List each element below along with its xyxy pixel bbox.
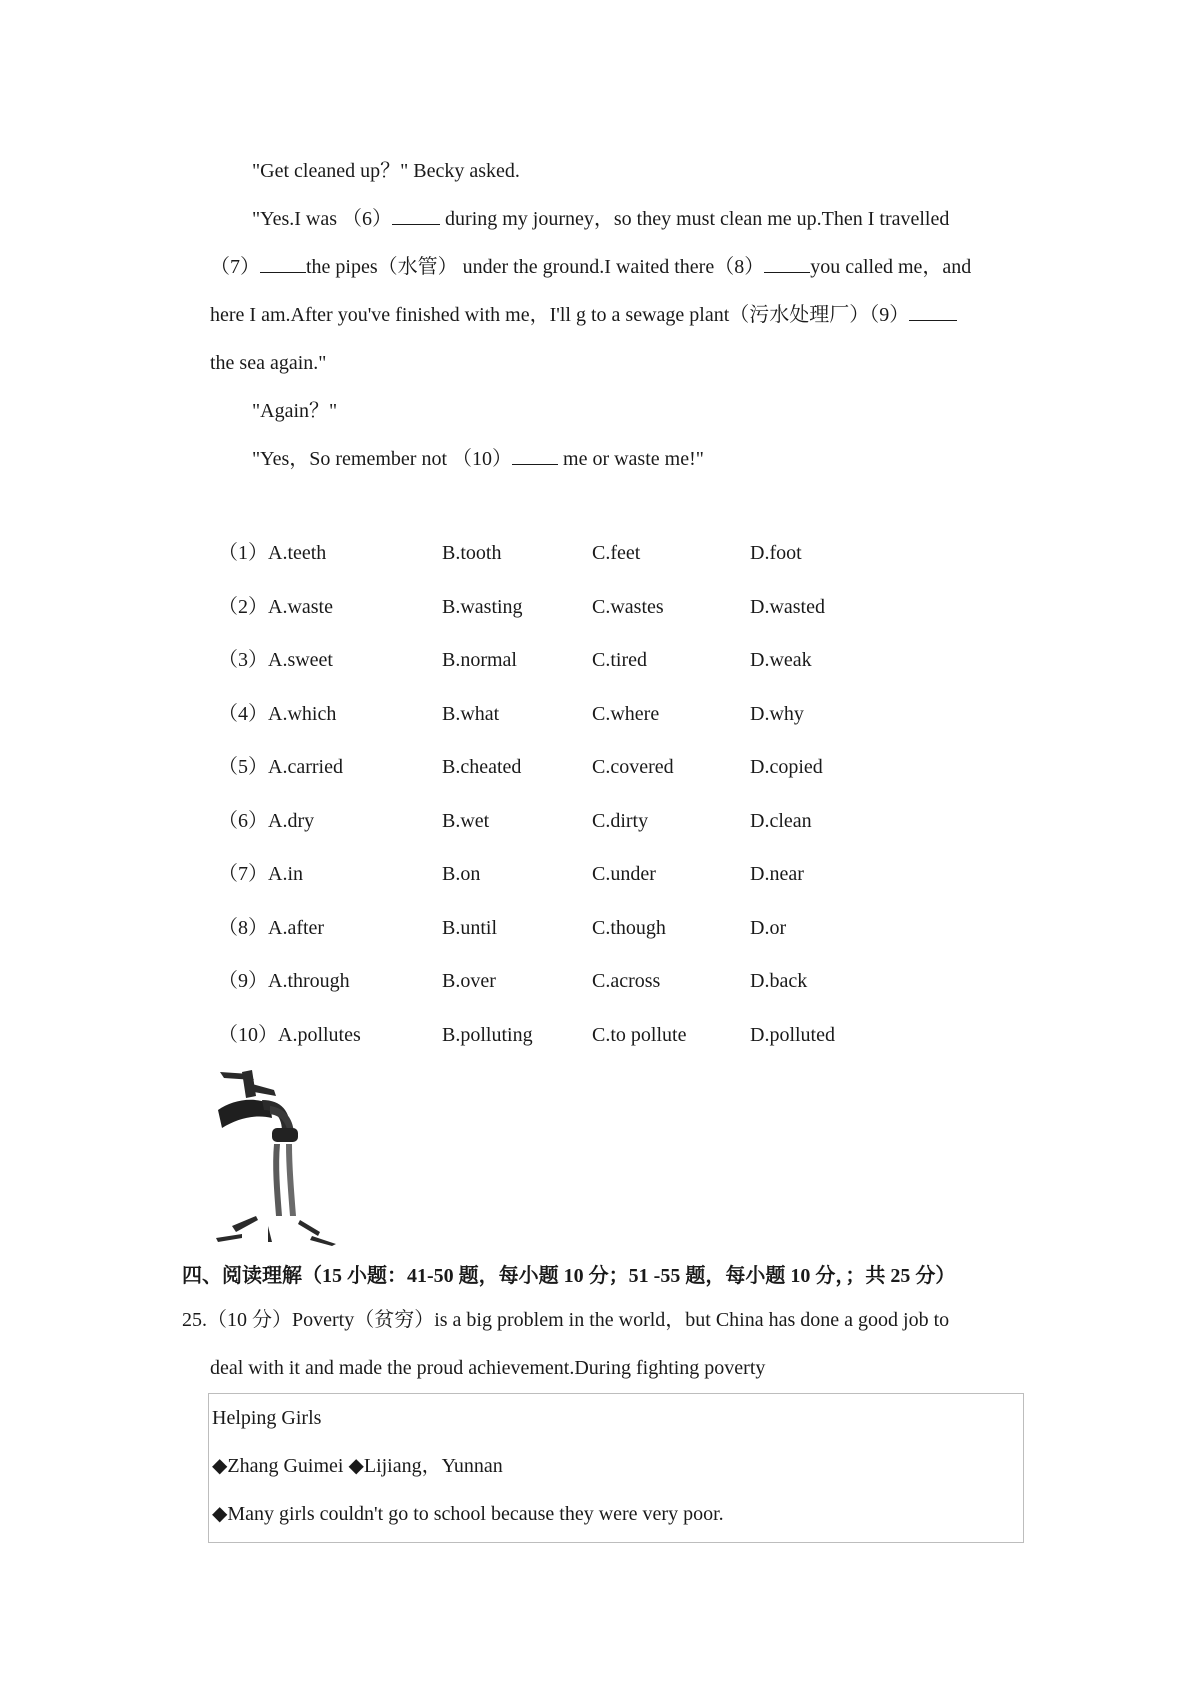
option-row-4-a[interactable] bbox=[218, 701, 336, 727]
question-number: （7） bbox=[218, 863, 268, 885]
option-row-10-a[interactable] bbox=[218, 1022, 361, 1048]
passage-text: "Yes.I was （6） bbox=[252, 208, 393, 230]
question-number: （5） bbox=[218, 756, 268, 778]
passage-text: "Get cleaned up？" Becky asked. bbox=[252, 160, 520, 182]
option-b[interactable]: B.normal bbox=[442, 649, 517, 671]
passage-text: the pipes（水管） under the ground.I waited there（8） bbox=[306, 256, 765, 278]
passage-text: here I am.After you've finished with me，I'll g to a sewage plant（污水处理厂）（9） bbox=[210, 304, 910, 326]
question-25-line-2: deal with it and made the proud achievement.During fighting poverty bbox=[210, 1357, 766, 1379]
answer-blank-10[interactable] bbox=[512, 446, 558, 465]
option-c[interactable]: C.though bbox=[592, 916, 666, 939]
passage-line-7 bbox=[252, 446, 704, 472]
option-a[interactable]: A.in bbox=[268, 863, 303, 885]
option-b[interactable]: B.over bbox=[442, 970, 496, 992]
option-row-7-a[interactable] bbox=[218, 861, 303, 887]
water-tap-image bbox=[212, 1066, 352, 1246]
info-box bbox=[208, 1393, 1024, 1543]
option-a[interactable]: A.waste bbox=[268, 595, 333, 618]
passage-text: you called me，and bbox=[810, 256, 972, 278]
question-number: （6） bbox=[218, 809, 268, 832]
answer-blank-6[interactable] bbox=[392, 206, 440, 225]
passage-line-2 bbox=[252, 206, 949, 232]
option-c[interactable]: C.feet bbox=[592, 542, 641, 564]
option-a[interactable]: A.pollutes bbox=[278, 1023, 361, 1046]
option-d[interactable]: D.clean bbox=[750, 809, 812, 832]
passage-line-6 bbox=[252, 398, 337, 424]
option-c[interactable]: C.where bbox=[592, 702, 660, 725]
option-a[interactable]: A.through bbox=[268, 970, 350, 992]
option-c[interactable]: C.across bbox=[592, 970, 661, 992]
question-number: （3） bbox=[218, 649, 268, 671]
passage-line-3 bbox=[210, 254, 971, 280]
option-b[interactable]: B.wasting bbox=[442, 595, 523, 618]
passage-line-1 bbox=[252, 158, 520, 184]
option-c[interactable]: C.covered bbox=[592, 756, 674, 778]
option-d[interactable]: D.copied bbox=[750, 756, 823, 778]
passage-line-4 bbox=[210, 302, 957, 328]
answer-blank-7[interactable] bbox=[260, 254, 306, 273]
option-row-5-a[interactable] bbox=[218, 754, 343, 780]
section-title: 四、阅读理解（15 小题：41-50 题，每小题 10 分；51 -55 题，每小题 10 分，；共 25 分） bbox=[182, 1265, 956, 1287]
option-a[interactable]: A.sweet bbox=[268, 649, 333, 671]
option-row-6-a[interactable] bbox=[218, 808, 314, 834]
option-d[interactable]: D.weak bbox=[750, 649, 812, 671]
option-d[interactable]: D.why bbox=[750, 702, 804, 725]
option-a[interactable]: A.which bbox=[268, 702, 337, 725]
option-a[interactable]: A.teeth bbox=[268, 542, 327, 564]
option-d[interactable]: D.back bbox=[750, 970, 808, 992]
question-number: （8） bbox=[218, 916, 268, 939]
question-number: （1） bbox=[218, 542, 268, 564]
option-c[interactable]: C.under bbox=[592, 863, 656, 885]
option-row-1-a[interactable] bbox=[218, 540, 326, 566]
passage-text: "Yes，So remember not （10） bbox=[252, 448, 513, 470]
passage-line-5 bbox=[210, 350, 326, 376]
option-c[interactable]: C.to pollute bbox=[592, 1023, 687, 1046]
question-25 bbox=[182, 1307, 949, 1381]
option-d[interactable]: D.wasted bbox=[750, 595, 825, 618]
option-b[interactable]: B.what bbox=[442, 702, 500, 725]
option-c[interactable]: C.dirty bbox=[592, 809, 649, 832]
question-number: （10） bbox=[218, 1023, 278, 1046]
passage-text: "Again？" bbox=[252, 400, 338, 422]
option-row-9-a[interactable] bbox=[218, 968, 350, 994]
answer-blank-9[interactable] bbox=[909, 302, 957, 321]
passage-text: during my journey，so they must clean me up.Then I travelled bbox=[440, 208, 950, 230]
option-d[interactable]: D.polluted bbox=[750, 1023, 835, 1046]
option-a[interactable]: A.dry bbox=[268, 809, 315, 832]
option-d[interactable]: D.or bbox=[750, 916, 787, 939]
passage-text: me or waste me!" bbox=[558, 448, 704, 470]
option-b[interactable]: B.cheated bbox=[442, 756, 522, 778]
option-b[interactable]: B.tooth bbox=[442, 542, 502, 564]
box-row-description: ◆Many girls couldn't go to school because they were very poor. bbox=[212, 1503, 724, 1525]
question-number: （2） bbox=[218, 595, 268, 618]
option-d[interactable]: D.foot bbox=[750, 542, 802, 564]
option-b[interactable]: B.wet bbox=[442, 809, 490, 832]
box-row-person: ◆Zhang Guimei ◆Lijiang，Yunnan bbox=[212, 1455, 503, 1477]
option-c[interactable]: C.tired bbox=[592, 649, 647, 671]
question-number: （9） bbox=[218, 970, 268, 992]
option-row-3-a[interactable] bbox=[218, 647, 333, 673]
answer-blank-8[interactable] bbox=[764, 254, 810, 273]
option-a[interactable]: A.after bbox=[268, 916, 325, 939]
option-a[interactable]: A.carried bbox=[268, 756, 343, 778]
question-25-line-1: 25.（10 分）Poverty（贫穷）is a big problem in the world，but China has done a good job to bbox=[182, 1309, 950, 1331]
option-row-8-a[interactable] bbox=[218, 915, 324, 941]
question-number: （4） bbox=[218, 702, 268, 725]
option-c[interactable]: C.wastes bbox=[592, 595, 664, 618]
passage-text: the sea again." bbox=[210, 352, 327, 374]
option-row-2-a[interactable] bbox=[218, 594, 333, 620]
option-b[interactable]: B.polluting bbox=[442, 1023, 533, 1046]
option-b[interactable]: B.on bbox=[442, 863, 481, 885]
passage-text: （7） bbox=[210, 256, 260, 278]
option-b[interactable]: B.until bbox=[442, 916, 498, 939]
option-d[interactable]: D.near bbox=[750, 863, 804, 885]
box-title: Helping Girls bbox=[212, 1407, 322, 1429]
